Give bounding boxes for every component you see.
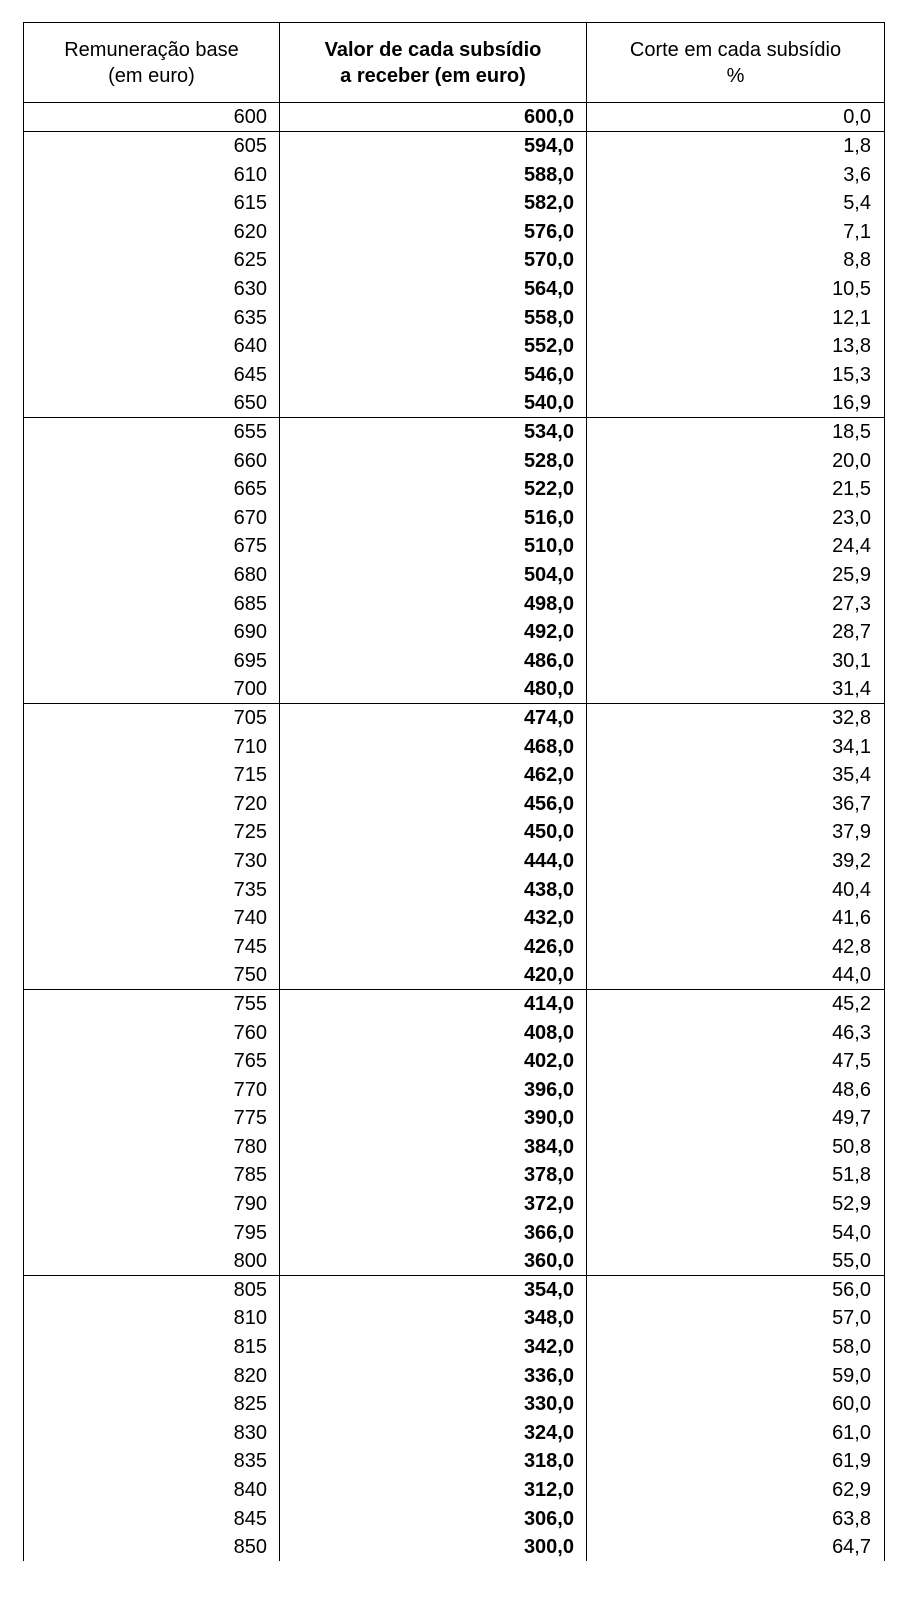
base-pay-cell: 680 [24, 560, 280, 589]
cut-percent-cell: 32,8 [587, 703, 885, 732]
subsidy-value-cell: 372,0 [280, 1189, 587, 1218]
table-row [24, 1447, 885, 1476]
subsidy-value-cell: 324,0 [280, 1418, 587, 1447]
base-pay-cell: 640 [24, 332, 280, 361]
subsidy-value-cell: 438,0 [280, 875, 587, 904]
subsidy-value-cell: 600,0 [280, 103, 587, 132]
table-row [24, 1390, 885, 1419]
cut-percent-cell: 21,5 [587, 475, 885, 504]
subsidy-value-cell: 540,0 [280, 389, 587, 418]
base-pay-cell: 795 [24, 1218, 280, 1247]
table-row [24, 1047, 885, 1076]
base-pay-cell: 655 [24, 417, 280, 446]
subsidy-value-cell: 474,0 [280, 703, 587, 732]
table-row [24, 446, 885, 475]
base-pay-cell: 740 [24, 904, 280, 933]
base-pay-cell: 770 [24, 1075, 280, 1104]
base-pay-cell: 765 [24, 1047, 280, 1076]
table-row [24, 618, 885, 647]
base-pay-cell: 825 [24, 1390, 280, 1419]
cut-percent-cell: 27,3 [587, 589, 885, 618]
base-pay-cell: 830 [24, 1418, 280, 1447]
subsidy-value-cell: 492,0 [280, 618, 587, 647]
cut-percent-cell: 54,0 [587, 1218, 885, 1247]
base-pay-cell: 685 [24, 589, 280, 618]
cut-percent-cell: 18,5 [587, 417, 885, 446]
cut-percent-cell: 55,0 [587, 1247, 885, 1276]
subsidy-value-cell: 312,0 [280, 1475, 587, 1504]
subsidy-value-cell: 594,0 [280, 132, 587, 161]
subsidy-value-cell: 348,0 [280, 1304, 587, 1333]
cut-percent-cell: 44,0 [587, 961, 885, 990]
subsidy-value-cell: 420,0 [280, 961, 587, 990]
cut-percent-cell: 40,4 [587, 875, 885, 904]
table-row [24, 703, 885, 732]
table-row [24, 961, 885, 990]
cut-percent-cell: 15,3 [587, 360, 885, 389]
cut-percent-cell: 41,6 [587, 904, 885, 933]
table-row [24, 475, 885, 504]
base-pay-cell: 750 [24, 961, 280, 990]
subsidy-value-cell: 504,0 [280, 560, 587, 589]
table-row [24, 1332, 885, 1361]
subsidy-value-cell: 456,0 [280, 789, 587, 818]
table-row [24, 818, 885, 847]
cut-percent-cell: 36,7 [587, 789, 885, 818]
table-row [24, 1275, 885, 1304]
subsidy-value-cell: 570,0 [280, 246, 587, 275]
base-pay-cell: 610 [24, 160, 280, 189]
table-row [24, 532, 885, 561]
cut-percent-cell: 13,8 [587, 332, 885, 361]
table-body [24, 103, 885, 1562]
base-pay-cell: 660 [24, 446, 280, 475]
table-row [24, 1504, 885, 1533]
table-row [24, 675, 885, 704]
cut-percent-cell: 20,0 [587, 446, 885, 475]
table-row [24, 274, 885, 303]
table-row [24, 360, 885, 389]
base-pay-cell: 635 [24, 303, 280, 332]
base-pay-cell: 845 [24, 1504, 280, 1533]
subsidy-cut-table [23, 22, 885, 1561]
subsidy-value-cell: 486,0 [280, 646, 587, 675]
cut-percent-cell: 5,4 [587, 189, 885, 218]
cut-percent-cell: 39,2 [587, 846, 885, 875]
table-row [24, 875, 885, 904]
cut-percent-cell: 7,1 [587, 217, 885, 246]
table-row [24, 1132, 885, 1161]
subsidy-value-cell: 402,0 [280, 1047, 587, 1076]
header-subsidy-value: Valor de cada subsídio a receber (em euro) [280, 23, 587, 103]
base-pay-cell: 645 [24, 360, 280, 389]
base-pay-cell: 790 [24, 1189, 280, 1218]
cut-percent-cell: 61,9 [587, 1447, 885, 1476]
cut-percent-cell: 3,6 [587, 160, 885, 189]
cut-percent-cell: 25,9 [587, 560, 885, 589]
base-pay-cell: 800 [24, 1247, 280, 1276]
header-cut-percent: Corte em cada subsídio % [587, 23, 885, 103]
cut-percent-cell: 1,8 [587, 132, 885, 161]
table-row [24, 732, 885, 761]
cut-percent-cell: 59,0 [587, 1361, 885, 1390]
cut-percent-cell: 51,8 [587, 1161, 885, 1190]
cut-percent-cell: 37,9 [587, 818, 885, 847]
subsidy-value-cell: 522,0 [280, 475, 587, 504]
base-pay-cell: 690 [24, 618, 280, 647]
subsidy-value-cell: 444,0 [280, 846, 587, 875]
subsidy-value-cell: 366,0 [280, 1218, 587, 1247]
subsidy-value-cell: 432,0 [280, 904, 587, 933]
cut-percent-cell: 16,9 [587, 389, 885, 418]
subsidy-value-cell: 390,0 [280, 1104, 587, 1133]
subsidy-value-cell: 360,0 [280, 1247, 587, 1276]
subsidy-value-cell: 450,0 [280, 818, 587, 847]
subsidy-value-cell: 558,0 [280, 303, 587, 332]
cut-percent-cell: 63,8 [587, 1504, 885, 1533]
table-row [24, 560, 885, 589]
base-pay-cell: 675 [24, 532, 280, 561]
base-pay-cell: 815 [24, 1332, 280, 1361]
cut-percent-cell: 10,5 [587, 274, 885, 303]
base-pay-cell: 820 [24, 1361, 280, 1390]
subsidy-value-cell: 330,0 [280, 1390, 587, 1419]
base-pay-cell: 735 [24, 875, 280, 904]
subsidy-value-cell: 534,0 [280, 417, 587, 446]
table-row [24, 160, 885, 189]
base-pay-cell: 710 [24, 732, 280, 761]
subsidy-value-cell: 564,0 [280, 274, 587, 303]
table-row [24, 1304, 885, 1333]
subsidy-value-cell: 414,0 [280, 989, 587, 1018]
table-row [24, 989, 885, 1018]
base-pay-cell: 755 [24, 989, 280, 1018]
subsidy-value-cell: 426,0 [280, 932, 587, 961]
table-row [24, 646, 885, 675]
table-row [24, 846, 885, 875]
subsidy-value-cell: 462,0 [280, 761, 587, 790]
base-pay-cell: 605 [24, 132, 280, 161]
base-pay-cell: 665 [24, 475, 280, 504]
table-row [24, 1418, 885, 1447]
subsidy-value-cell: 582,0 [280, 189, 587, 218]
table-row [24, 589, 885, 618]
table-row [24, 389, 885, 418]
table-row [24, 246, 885, 275]
table-row [24, 417, 885, 446]
table-row [24, 789, 885, 818]
base-pay-cell: 760 [24, 1018, 280, 1047]
cut-percent-cell: 64,7 [587, 1533, 885, 1562]
subsidy-value-cell: 510,0 [280, 532, 587, 561]
table-row [24, 761, 885, 790]
subsidy-value-cell: 408,0 [280, 1018, 587, 1047]
base-pay-cell: 615 [24, 189, 280, 218]
cut-percent-cell: 62,9 [587, 1475, 885, 1504]
subsidy-value-cell: 528,0 [280, 446, 587, 475]
base-pay-cell: 745 [24, 932, 280, 961]
base-pay-cell: 850 [24, 1533, 280, 1562]
base-pay-cell: 810 [24, 1304, 280, 1333]
base-pay-cell: 625 [24, 246, 280, 275]
cut-percent-cell: 61,0 [587, 1418, 885, 1447]
subsidy-value-cell: 576,0 [280, 217, 587, 246]
cut-percent-cell: 0,0 [587, 103, 885, 132]
subsidy-value-cell: 354,0 [280, 1275, 587, 1304]
cut-percent-cell: 31,4 [587, 675, 885, 704]
subsidy-value-cell: 552,0 [280, 332, 587, 361]
cut-percent-cell: 57,0 [587, 1304, 885, 1333]
cut-percent-cell: 48,6 [587, 1075, 885, 1104]
table-row [24, 1104, 885, 1133]
base-pay-cell: 720 [24, 789, 280, 818]
base-pay-cell: 700 [24, 675, 280, 704]
table-row [24, 332, 885, 361]
subsidy-value-cell: 384,0 [280, 1132, 587, 1161]
subsidy-value-cell: 318,0 [280, 1447, 587, 1476]
base-pay-cell: 600 [24, 103, 280, 132]
base-pay-cell: 835 [24, 1447, 280, 1476]
table-row [24, 1189, 885, 1218]
table-row [24, 1218, 885, 1247]
subsidy-value-cell: 546,0 [280, 360, 587, 389]
base-pay-cell: 805 [24, 1275, 280, 1304]
cut-percent-cell: 52,9 [587, 1189, 885, 1218]
table-row [24, 503, 885, 532]
subsidy-value-cell: 498,0 [280, 589, 587, 618]
cut-percent-cell: 8,8 [587, 246, 885, 275]
base-pay-cell: 620 [24, 217, 280, 246]
table-header [24, 23, 885, 103]
table-row [24, 904, 885, 933]
subsidy-value-cell: 588,0 [280, 160, 587, 189]
cut-percent-cell: 50,8 [587, 1132, 885, 1161]
table-row [24, 1018, 885, 1047]
base-pay-cell: 780 [24, 1132, 280, 1161]
table-row [24, 1475, 885, 1504]
cut-percent-cell: 49,7 [587, 1104, 885, 1133]
subsidy-value-cell: 306,0 [280, 1504, 587, 1533]
table-row [24, 1161, 885, 1190]
cut-percent-cell: 34,1 [587, 732, 885, 761]
subsidy-value-cell: 468,0 [280, 732, 587, 761]
base-pay-cell: 715 [24, 761, 280, 790]
base-pay-cell: 785 [24, 1161, 280, 1190]
base-pay-cell: 630 [24, 274, 280, 303]
table-row [24, 103, 885, 132]
table-row [24, 189, 885, 218]
cut-percent-cell: 12,1 [587, 303, 885, 332]
table-row [24, 1361, 885, 1390]
base-pay-cell: 840 [24, 1475, 280, 1504]
base-pay-cell: 670 [24, 503, 280, 532]
table-row [24, 1247, 885, 1276]
cut-percent-cell: 47,5 [587, 1047, 885, 1076]
cut-percent-cell: 46,3 [587, 1018, 885, 1047]
subsidy-value-cell: 300,0 [280, 1533, 587, 1562]
base-pay-cell: 775 [24, 1104, 280, 1133]
cut-percent-cell: 28,7 [587, 618, 885, 647]
cut-percent-cell: 24,4 [587, 532, 885, 561]
header-base-pay: Remuneração base (em euro) [24, 23, 280, 103]
subsidy-value-cell: 342,0 [280, 1332, 587, 1361]
cut-percent-cell: 45,2 [587, 989, 885, 1018]
subsidy-value-cell: 396,0 [280, 1075, 587, 1104]
table-row [24, 1075, 885, 1104]
subsidy-value-cell: 480,0 [280, 675, 587, 704]
cut-percent-cell: 35,4 [587, 761, 885, 790]
subsidy-value-cell: 378,0 [280, 1161, 587, 1190]
table-row [24, 303, 885, 332]
base-pay-cell: 730 [24, 846, 280, 875]
table-row [24, 932, 885, 961]
cut-percent-cell: 58,0 [587, 1332, 885, 1361]
cut-percent-cell: 23,0 [587, 503, 885, 532]
base-pay-cell: 650 [24, 389, 280, 418]
cut-percent-cell: 42,8 [587, 932, 885, 961]
cut-percent-cell: 60,0 [587, 1390, 885, 1419]
base-pay-cell: 695 [24, 646, 280, 675]
subsidy-value-cell: 516,0 [280, 503, 587, 532]
base-pay-cell: 705 [24, 703, 280, 732]
subsidy-value-cell: 336,0 [280, 1361, 587, 1390]
table-row [24, 132, 885, 161]
cut-percent-cell: 30,1 [587, 646, 885, 675]
cut-percent-cell: 56,0 [587, 1275, 885, 1304]
table-row [24, 217, 885, 246]
base-pay-cell: 725 [24, 818, 280, 847]
header-row [24, 23, 885, 103]
table-row [24, 1533, 885, 1562]
